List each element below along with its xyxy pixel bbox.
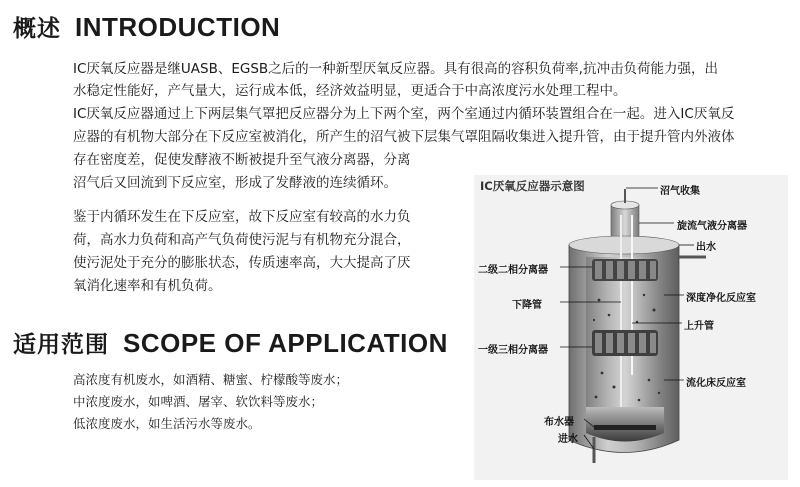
label-biogas: 沼气收集 bbox=[660, 186, 700, 197]
intro-heading bbox=[13, 10, 280, 43]
intro-line: 存在密度差，促使发酵液不断被提升至气液分离器，分离 bbox=[73, 152, 411, 168]
diagram-title: IC厌氧反应器示意图 bbox=[480, 179, 585, 193]
intro-line: IC厌氧反应器是继UASB、EGSB之后的一种新型厌氧反应器。具有很高的容积负荷率,抗冲击负荷能力强，出 bbox=[73, 61, 718, 77]
scope-item: 中浓度废水，如啤酒、屠宰、软饮料等废水； bbox=[73, 394, 324, 409]
intro-line: 荷，高水力负荷和高产气负荷使污泥与有机物充分混合， bbox=[73, 232, 411, 248]
label-downcomer: 下降管 bbox=[512, 300, 542, 311]
first-stage-separator-shape bbox=[592, 330, 658, 356]
intro-line: IC厌氧反应器通过上下两层集气罩把反应器分为上下两个室，两个室通过内循环装置组合在一起。进入IC厌氧反 bbox=[73, 106, 735, 122]
scope-item: 低浓度废水，如生活污水等废水。 bbox=[73, 416, 261, 431]
label-cyclone: 旋流气液分离器 bbox=[677, 221, 747, 232]
label-inlet: 进水 bbox=[558, 434, 578, 445]
sludge-bed bbox=[586, 407, 664, 442]
label-riser: 上升管 bbox=[684, 321, 714, 332]
scope-title-en: SCOPE OF APPLICATION bbox=[123, 328, 448, 358]
intro-line: 氧消化速率和有机负荷。 bbox=[73, 278, 222, 294]
intro-title-en: INTRODUCTION bbox=[75, 12, 281, 42]
scope-item: 高浓度有机废水，如酒精、糖蜜、柠檬酸等废水； bbox=[73, 372, 349, 387]
label-first-separator: 一级三相分离器 bbox=[478, 345, 548, 356]
label-deep-reactor: 深度净化反应室 bbox=[686, 293, 756, 304]
label-fluid-reactor: 流化床反应室 bbox=[686, 378, 746, 389]
intro-title-zh: 概述 bbox=[13, 16, 61, 42]
intro-line: 沼气后又回流到下反应室，形成了发酵液的连续循环。 bbox=[73, 175, 397, 191]
intro-line: 使污泥处于充分的膨胀状态，传质速率高，大大提高了厌 bbox=[73, 255, 411, 271]
second-stage-separator-shape bbox=[592, 259, 658, 281]
reactor-diagram bbox=[474, 175, 788, 480]
scope-title-zh: 适用范围 bbox=[13, 332, 109, 358]
intro-line: 水稳定性能好，产气量大，运行成本低，经济效益明显，更适合于中高浓度污水处理工程中。 bbox=[73, 83, 627, 99]
label-second-separator: 二级二相分离器 bbox=[478, 265, 548, 276]
water-distributor-shape bbox=[594, 425, 656, 430]
scope-heading bbox=[13, 326, 448, 359]
label-distributor: 布水器 bbox=[544, 417, 574, 428]
intro-line: 鉴于内循环发生在下反应室，故下反应室有较高的水力负 bbox=[73, 209, 411, 225]
scope-list bbox=[73, 369, 348, 435]
label-outlet: 出水 bbox=[696, 242, 716, 253]
intro-line: 应器的有机物大部分在下反应室被消化，所产生的沼气被下层集气罩阻隔收集进入提升管，由于提升管内外液体 bbox=[73, 129, 735, 145]
